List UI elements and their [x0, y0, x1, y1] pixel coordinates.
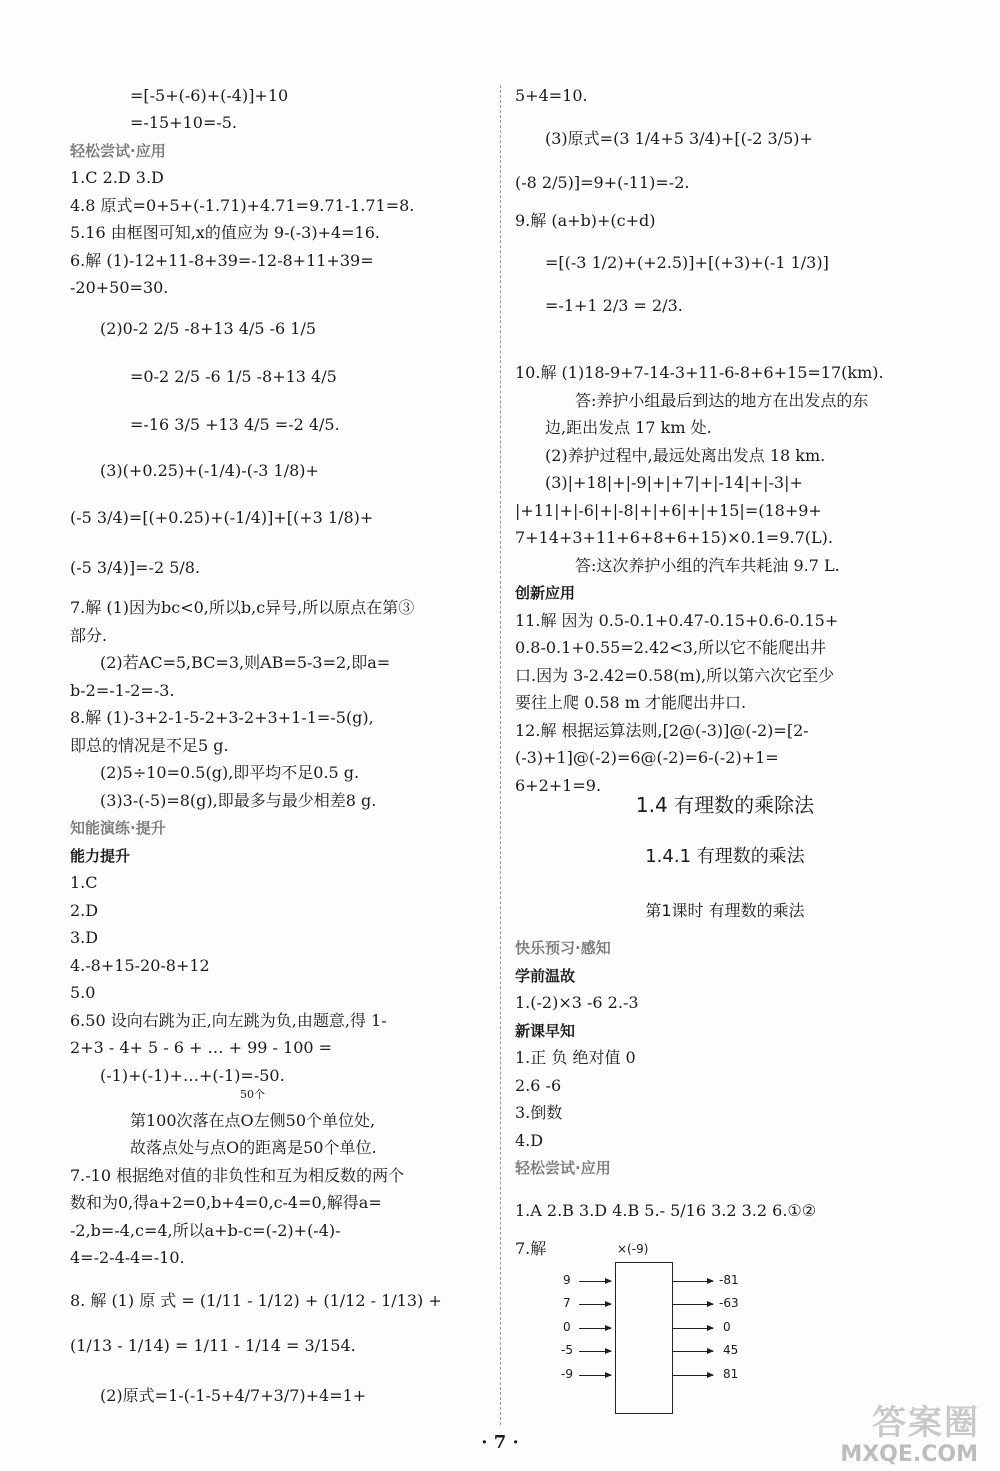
diagram-input: 0	[563, 1320, 571, 1334]
text-line: b-2=-1-2=-3.	[70, 681, 175, 700]
text-line: (-5 3/4)]=-2 5/8.	[70, 558, 201, 577]
watermark-logo: 答案圈	[872, 1403, 980, 1443]
text-line: 答:这次养护小组的汽车共耗油 9.7 L.	[575, 556, 840, 575]
subsection-heading: 学前温故	[515, 967, 576, 985]
output-arrow	[673, 1375, 713, 1376]
text-line: -2,b=-4,c=4,所以a+b-c=(-2)+(-4)-	[70, 1221, 341, 1240]
text-line: (3)(+0.25)+(-1/4)-(-3 1/8)+	[100, 461, 319, 480]
text-line: 4.D	[515, 1131, 544, 1150]
column-divider	[500, 85, 501, 1425]
output-arrow	[673, 1351, 713, 1352]
diagram-title: ×(-9)	[617, 1242, 649, 1256]
text-line: =-15+10=-5.	[130, 113, 238, 132]
text-line: 1.正 负 绝对值 0	[515, 1048, 636, 1067]
text-line: 边,距出发点 17 km 处.	[545, 418, 712, 437]
output-arrow	[673, 1304, 713, 1305]
text-line: 3.D	[70, 928, 99, 947]
text-line: 故落点处与点O的距离是50个单位.	[130, 1138, 377, 1157]
text-line: (-3)+1]@(-2)=6@(-2)=6-(-2)+1=	[515, 748, 779, 767]
text-line: 6.解 (1)-12+11-8+39=-12-8+11+39=	[70, 251, 374, 270]
text-line: =[(-3 1/2)+(+2.5)]+[(+3)+(-1 1/3)]	[545, 253, 829, 272]
multiplication-machine-diagram	[555, 1240, 785, 1415]
input-arrow	[579, 1304, 611, 1305]
output-arrow	[673, 1281, 713, 1282]
text-line: 要往上爬 0.58 m 才能爬出井口.	[515, 693, 747, 712]
text-line: 1.(-2)×3 -6 2.-3	[515, 993, 639, 1012]
text-line: 数和为0,得a+2=0,b+4=0,c-4=0,解得a=	[70, 1193, 382, 1212]
subsection-heading: 创新应用	[515, 584, 576, 602]
subsection-heading: 能力提升	[70, 847, 131, 865]
text-line: 1.C 2.D 3.D	[70, 168, 164, 187]
input-arrow	[579, 1281, 611, 1282]
text-line: 7.解	[515, 1239, 547, 1258]
section-heading: 快乐预习·感知	[515, 939, 611, 957]
output-arrow	[673, 1328, 713, 1329]
page-number: · 7 ·	[481, 1432, 519, 1453]
text-line: 2.D	[70, 901, 99, 920]
text-line: 6+2+1=9.	[515, 776, 602, 795]
text-line: (2)原式=1-(-1-5+4/7+3/7)+4=1+	[100, 1386, 367, 1405]
text-line: 2+3 - 4+ 5 - 6 + … + 99 - 100 =	[70, 1038, 333, 1057]
text-line: 11.解 因为 0.5-0.1+0.47-0.15+0.6-0.15+	[515, 611, 839, 630]
text-line: 0.8-0.1+0.55=2.42<3,所以它不能爬出井	[515, 638, 827, 657]
text-line: =0-2 2/5 -6 1/5 -8+13 4/5	[130, 367, 337, 386]
text-line: (-1)+(-1)+…+(-1)=-50.	[100, 1066, 285, 1085]
section-heading: 知能演练·提升	[70, 819, 166, 837]
text-line: =[-5+(-6)+(-4)]+10	[130, 86, 289, 105]
text-line: 第100次落在点O左侧50个单位处,	[130, 1111, 376, 1130]
text-line: 2.6 -6	[515, 1076, 562, 1095]
text-line: 5+4=10.	[515, 86, 588, 105]
text-line: 口.因为 3-2.42=0.58(m),所以第六次它至少	[515, 666, 835, 685]
text-line: 7.-10 根据绝对值的非负性和互为相反数的两个	[70, 1166, 405, 1185]
text-line: 5.16 由框图可知,x的值应为 9-(-3)+4=16.	[70, 223, 381, 242]
text-line: 6.50 设向右跳为正,向左跳为负,由题意,得 1-	[70, 1011, 387, 1030]
text-line: 1.C	[70, 873, 98, 892]
input-arrow	[579, 1375, 611, 1376]
text-line: 10.解 (1)18-9+7-14-3+11-6-8+6+15=17(km).	[515, 363, 884, 382]
subsection-title: 1.4.1 有理数的乘法	[645, 846, 805, 867]
watermark-url: MXQE.COM	[840, 1442, 978, 1467]
input-arrow	[579, 1351, 611, 1352]
section-title: 1.4 有理数的乘除法	[635, 793, 815, 817]
text-line: =-1+1 2/3 = 2/3.	[545, 296, 683, 315]
text-line: (2)若AC=5,BC=3,则AB=5-3=2,即a=	[100, 653, 391, 672]
text-line: 部分.	[70, 626, 108, 645]
diagram-output: -63	[719, 1296, 739, 1310]
diagram-output: 45	[723, 1343, 739, 1357]
diagram-output: -81	[719, 1273, 739, 1287]
diagram-input: 9	[563, 1273, 571, 1287]
text-line: 8. 解 (1) 原 式 = (1/11 - 1/12) + (1/12 - 1/13) +	[70, 1291, 442, 1310]
text-line: 4=-2-4-4=-10.	[70, 1248, 185, 1267]
text-line: 7+14+3+11+6+8+6+15)×0.1=9.7(L).	[515, 528, 833, 547]
input-arrow	[579, 1328, 611, 1329]
text-line: (-8 2/5)]=9+(-11)=-2.	[515, 173, 690, 192]
text-line: 答:养护小组最后到达的地方在出发点的东	[575, 391, 869, 410]
text-line: 9.解 (a+b)+(c+d)	[515, 211, 656, 230]
subsection-heading: 新课早知	[515, 1022, 576, 1040]
section-heading: 轻松尝试·应用	[70, 142, 166, 160]
text-line: 8.解 (1)-3+2-1-5-2+3-2+3+1-1=-5(g),	[70, 708, 374, 727]
text-line: (-5 3/4)=[(+0.25)+(-1/4)]+[(+3 1/8)+	[70, 508, 374, 527]
section-heading: 轻松尝试·应用	[515, 1159, 611, 1177]
text-line: (1/13 - 1/14) = 1/11 - 1/14 = 3/154.	[70, 1336, 356, 1355]
text-line: -20+50=30.	[70, 278, 169, 297]
text-line: (3)原式=(3 1/4+5 3/4)+[(-2 3/5)+	[545, 129, 813, 148]
machine-box	[615, 1262, 673, 1414]
text-line: (2)5÷10=0.5(g),即平均不足0.5 g.	[100, 763, 360, 782]
underbrace-label: 50个	[240, 1088, 265, 1101]
text-line: (2)养护过程中,最远处离出发点 18 km.	[545, 446, 826, 465]
text-line: (3)|+18|+|-9|+|+7|+|-14|+|-3|+	[545, 473, 803, 492]
diagram-output: 81	[723, 1367, 739, 1381]
text-line: 1.A 2.B 3.D 4.B 5.- 5/16 3.2 3.2 6.①②	[515, 1201, 817, 1220]
diagram-input: 7	[563, 1296, 571, 1310]
text-line: 12.解 根据运算法则,[2@(-3)]@(-2)=[2-	[515, 721, 809, 740]
text-line: 5.0	[70, 983, 96, 1002]
diagram-input: -9	[561, 1367, 573, 1381]
text-line: 4.-8+15-20-8+12	[70, 956, 210, 975]
text-line: (3)3-(-5)=8(g),即最多与最少相差8 g.	[100, 791, 377, 810]
diagram-output: 0	[723, 1320, 731, 1334]
diagram-input: -5	[561, 1343, 573, 1357]
text-line: 4.8 原式=0+5+(-1.71)+4.71=9.71-1.71=8.	[70, 196, 415, 215]
text-line: 7.解 (1)因为bc<0,所以b,c异号,所以原点在第③	[70, 598, 415, 617]
text-line: 3.倒数	[515, 1103, 563, 1122]
text-line: |+11|+|-6|+|-8|+|+6|+|+15|=(18+9+	[515, 501, 822, 520]
text-line: (2)0-2 2/5 -8+13 4/5 -6 1/5	[100, 319, 317, 338]
text-line: 即总的情况是不足5 g.	[70, 736, 229, 755]
lesson-title: 第1课时 有理数的乘法	[645, 901, 805, 920]
text-line: =-16 3/5 +13 4/5 =-2 4/5.	[130, 415, 340, 434]
